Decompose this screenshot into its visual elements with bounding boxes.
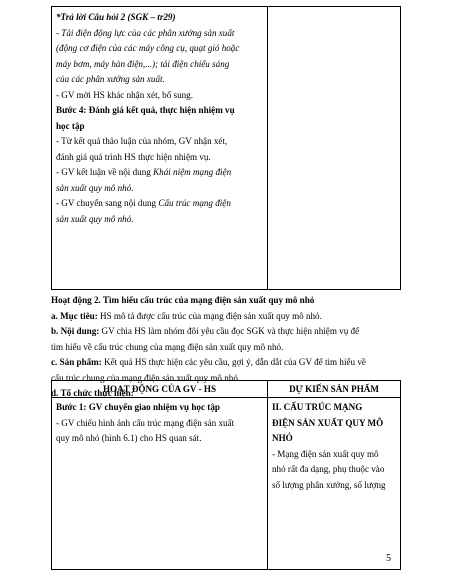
product-cell: II. CẤU TRÚC MẠNG ĐIỆN SẢN XUẤT QUY MÔ NHỎ - Mạng điện sản xuất quy mô nhỏ rất đa dạng, phụ thuộc vào số lượng phân xưởng, số lượng <box>272 402 386 490</box>
header-expected-product: DỰ KIẾN SẢN PHẨM <box>289 384 379 394</box>
header-teacher-student: HOẠT ĐỘNG CỦA GV - HS <box>52 381 268 397</box>
product-line-2: cấu trúc chung của mạng điện sản xuất quy mô nhỏ. <box>51 372 241 383</box>
table-row <box>52 398 400 570</box>
product-line: c. Sản phẩm: Kết quả HS thực hiện các yêu cầu, gợi ý, dẫn dắt của GV để tìm hiểu về <box>51 357 366 367</box>
organization-heading: d. Tổ chức thực hiện: <box>51 388 134 398</box>
activity-heading: Hoạt động 2. Tìm hiểu cấu trúc của mạng điện sản xuất quy mô nhỏ <box>51 295 315 305</box>
text-line: của các phân xưởng sản xuất. <box>56 74 165 84</box>
text-line: Bước 4: Đánh giá kết quả, thực hiện nhiệm vụ <box>56 105 235 115</box>
text-line: - Từ kết quả thảo luận của nhóm, GV nhận xét, <box>56 136 228 146</box>
content-line-2: tìm hiểu về cấu trúc chung của mạng điện sản xuất quy mô nhỏ. <box>51 341 284 352</box>
text-line: *Trả lời Câu hỏi 2 (SGK – tr29) <box>56 12 176 22</box>
teacher-activity-cell <box>52 7 268 289</box>
table-header <box>52 381 400 398</box>
objective-line: a. Mục tiêu: HS mô tả được cấu trúc của mạng điện sản xuất quy mô nhỏ. <box>51 310 322 321</box>
text-line: sản xuất quy mô nhỏ. <box>56 213 134 224</box>
text-line: - GV mời HS khác nhận xét, bổ sung. <box>56 89 193 100</box>
text-line: - Tải điện động lực của các phân xưởng sản xuất <box>56 27 235 38</box>
text-line: đánh giá quá trình HS thực hiện nhiệm vụ. <box>56 151 211 162</box>
activity-table <box>51 380 401 570</box>
content-line: b. Nội dung: GV chia HS làm nhóm đôi yêu cầu đọc SGK và thực hiện nhiệm vụ để <box>51 326 360 336</box>
text-line: máy bơm, máy hàn điện,...); tải điện chiếu sáng <box>56 58 230 69</box>
text-line: (động cơ điện của các máy công cụ, quạt gió hoặc <box>56 43 240 53</box>
text-line: sản xuất quy mô nhỏ. <box>56 182 134 193</box>
text-line: học tập <box>56 120 85 131</box>
page-number: 5 <box>386 553 391 564</box>
text-line: - GV chuyển sang nội dung Cấu trúc mạng điện <box>56 198 231 208</box>
continuation-table <box>51 6 401 290</box>
text-line: - GV kết luận về nội dung Khái niệm mạng điện <box>56 167 232 177</box>
teacher-cell: Bước 1: GV chuyển giao nhiệm vụ học tập - GV chiếu hình ảnh cấu trúc mạng điện sản xuất quy mô nhỏ (hình 6.1) cho HS quan sát. <box>52 398 268 570</box>
